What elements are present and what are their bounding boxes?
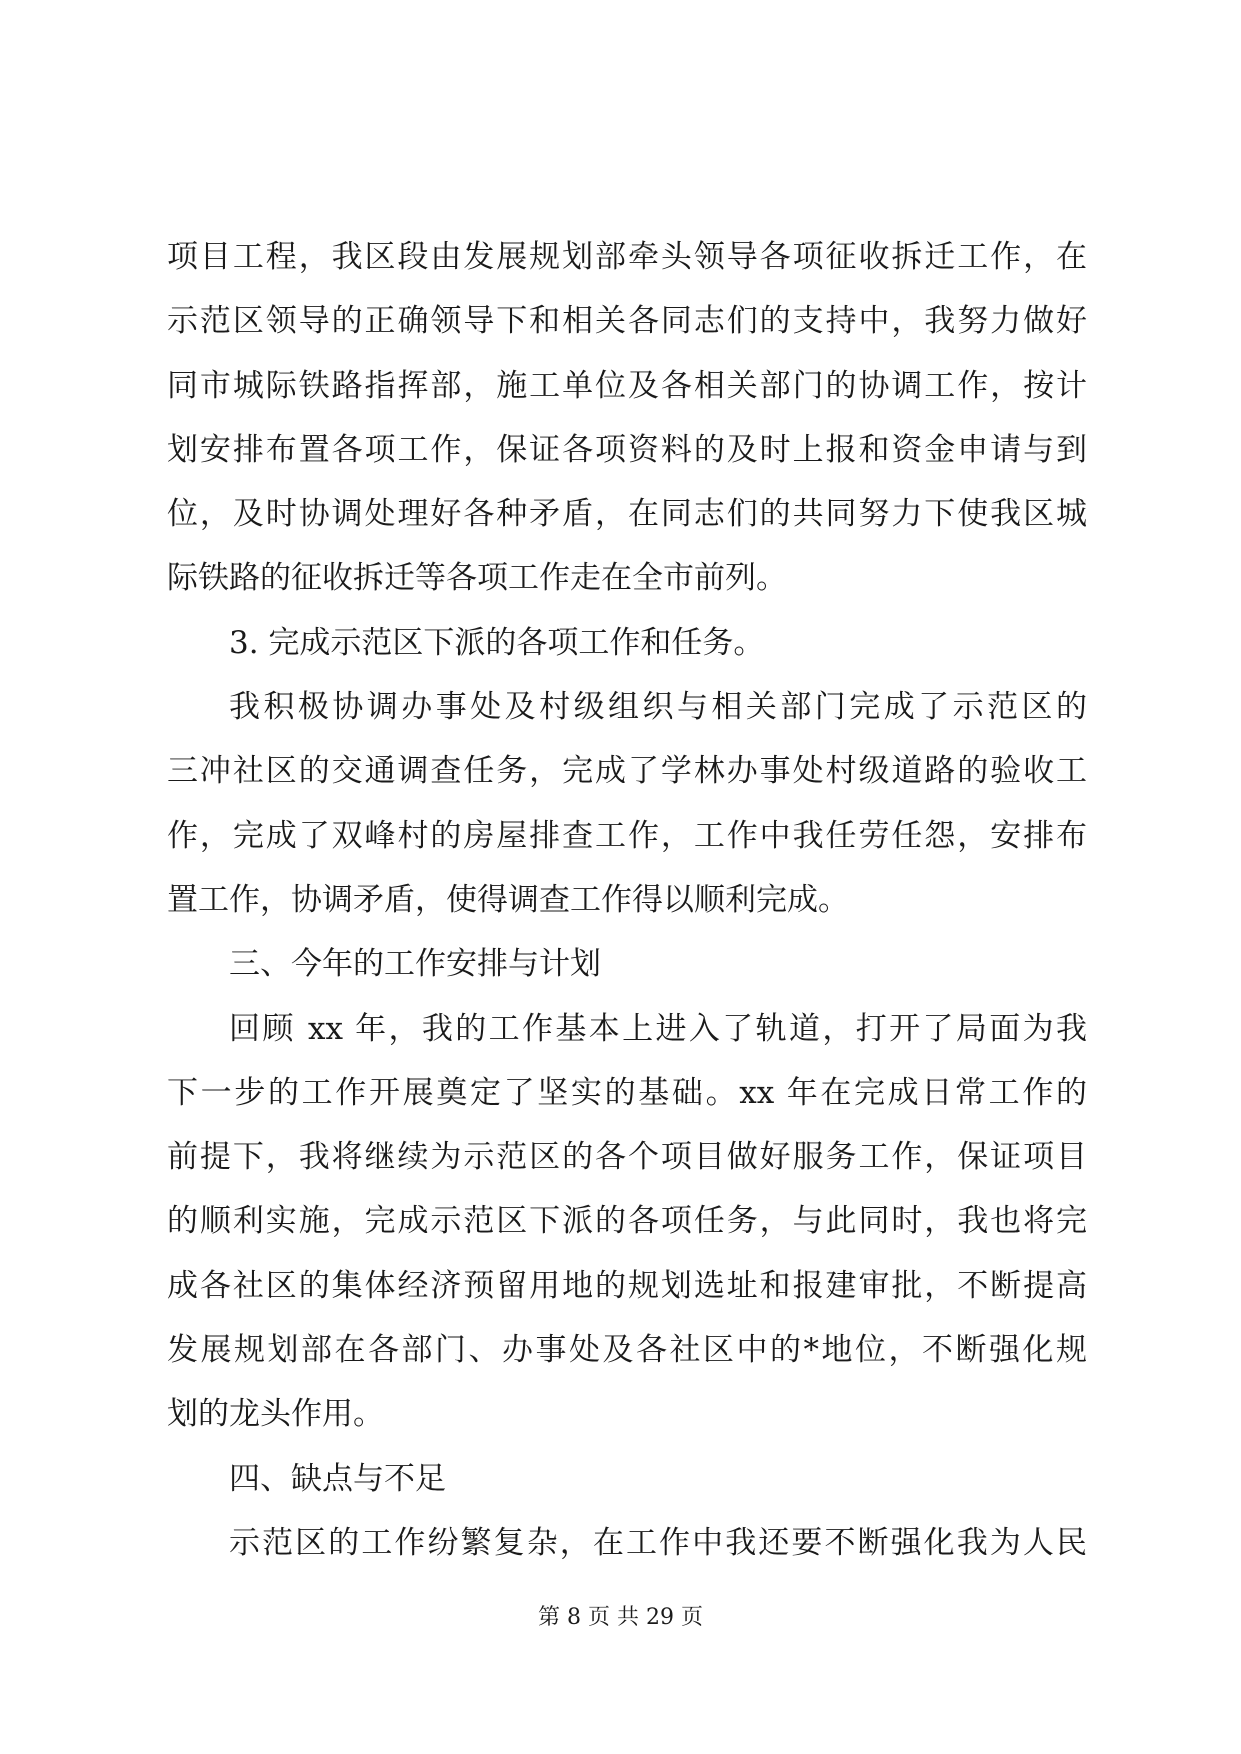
text-line: 成各社区的集体经济预留用地的规划选址和报建审批，不断提高: [167, 1267, 1087, 1304]
text-line: 项目工程，我区段由发展规划部牵头领导各项征收拆迁工作，在: [167, 239, 1087, 275]
text-line: 置工作，协调矛盾，使得调查工作得以顺利完成。: [167, 881, 849, 918]
text-line: 前提下，我将继续为示范区的各个项目做好服务工作，保证项目: [167, 1139, 1087, 1176]
body-text: [167, 225, 1087, 1575]
text-line: 3. 完成示范区下派的各项工作和任务。: [229, 624, 765, 661]
text-line: 四、缺点与不足: [229, 1460, 446, 1497]
text-line: 同市城际铁路指挥部，施工单位及各相关部门的协调工作，按计: [167, 367, 1087, 404]
text-line: 示范区的工作纷繁复杂，在工作中我还要不断强化我为人民: [229, 1524, 1087, 1561]
text-line: 下一步的工作开展奠定了坚实的基础。xx 年在完成日常工作的: [167, 1074, 1087, 1111]
page-footer: 第 8 页 共 29 页: [538, 1605, 703, 1630]
text-line: 位，及时协调处理好各种矛盾，在同志们的共同努力下使我区城: [167, 496, 1087, 533]
text-line: 三、今年的工作安排与计划: [229, 946, 601, 983]
text-line: 回顾 xx 年，我的工作基本上进入了轨道，打开了局面为我: [229, 1010, 1087, 1047]
text-line: 我积极协调办事处及村级组织与相关部门完成了示范区的: [229, 689, 1087, 726]
text-line: 示范区领导的正确领导下和相关各同志们的支持中，我努力做好: [167, 303, 1087, 340]
text-line: 的顺利实施，完成示范区下派的各项任务，与此同时，我也将完: [167, 1203, 1087, 1240]
text-line: 作，完成了双峰村的房屋排查工作，工作中我任劳任怨，安排布: [167, 817, 1087, 854]
text-line: 发展规划部在各部门、办事处及各社区中的*地位，不断强化规: [167, 1332, 1087, 1369]
text-line: 际铁路的征收拆迁等各项工作走在全市前列。: [167, 560, 787, 597]
text-line: 划安排布置各项工作，保证各项资料的及时上报和资金申请与到: [167, 431, 1087, 468]
text-line: 划的龙头作用。: [167, 1396, 384, 1433]
text-line: 三冲社区的交通调查任务，完成了学林办事处村级道路的验收工: [167, 753, 1087, 790]
